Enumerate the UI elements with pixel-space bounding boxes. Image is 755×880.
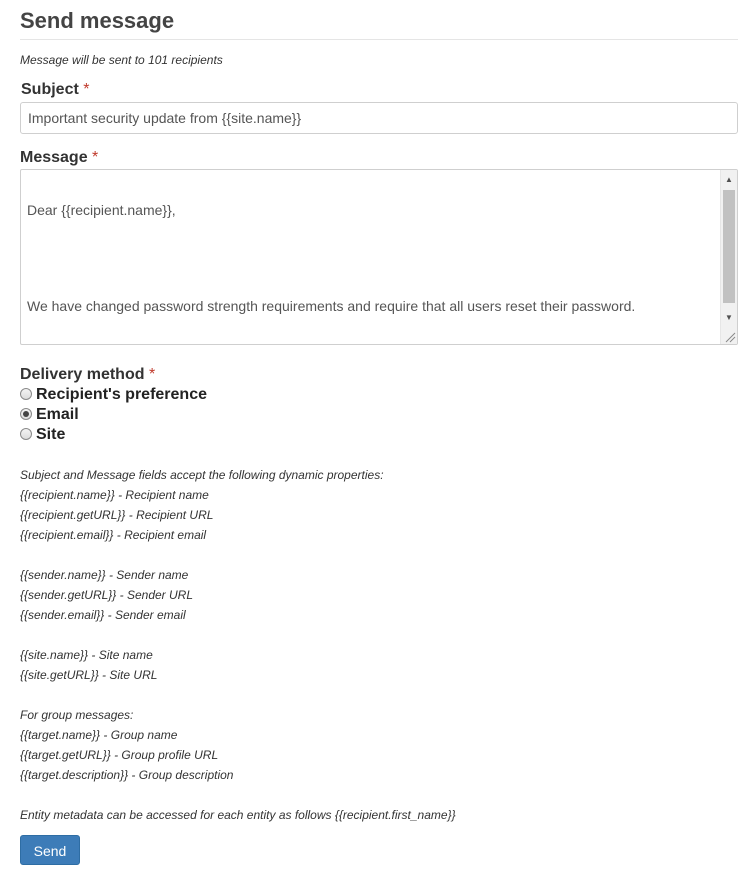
radio-label[interactable]: Recipient's preference	[36, 386, 207, 403]
scroll-thumb[interactable]	[723, 190, 735, 303]
help-line	[20, 625, 738, 645]
help-line: {{sender.getURL}} - Sender URL	[20, 588, 193, 602]
radio-recipients-preference[interactable]	[20, 385, 738, 405]
help-line	[20, 685, 738, 705]
subject-input[interactable]	[20, 102, 738, 134]
help-line: {{site.getURL}} - Site URL	[20, 668, 158, 682]
radio-email[interactable]	[20, 405, 738, 425]
radio-button[interactable]	[20, 388, 32, 400]
subject-label-text: Subject	[21, 81, 79, 98]
subject-label	[20, 80, 738, 100]
radio-label[interactable]: Email	[36, 406, 79, 423]
help-line: {{sender.name}} - Sender name	[20, 568, 189, 582]
radio-button-checked[interactable]	[20, 408, 32, 420]
help-line	[20, 785, 738, 805]
delivery-label-text: Delivery method	[20, 366, 145, 383]
message-textarea[interactable]	[20, 169, 738, 345]
required-mark: *	[83, 81, 90, 98]
scroll-down-arrow-icon[interactable]: ▼	[725, 313, 733, 322]
help-line: {{recipient.email}} - Recipient email	[20, 528, 207, 542]
dynamic-properties-help	[20, 465, 738, 825]
radio-label[interactable]: Site	[36, 426, 66, 443]
help-line: {{target.getURL}} - Group profile URL	[20, 748, 219, 762]
radio-site[interactable]	[20, 425, 738, 445]
page-title: Send message	[20, 0, 738, 40]
help-line	[20, 545, 738, 565]
delivery-method-label	[20, 365, 738, 385]
help-line: {{recipient.name}} - Recipient name	[20, 488, 209, 502]
message-label	[20, 148, 738, 168]
help-line: {{target.description}} - Group description	[20, 768, 234, 782]
message-line: Dear {{recipient.name}},	[27, 202, 176, 218]
required-mark: *	[148, 366, 156, 383]
send-button[interactable]: Send	[20, 835, 80, 865]
help-line: {{target.name}} - Group name	[20, 728, 178, 742]
message-scrollbar[interactable]	[720, 170, 737, 344]
help-line: {{recipient.getURL}} - Recipient URL	[20, 508, 214, 522]
radio-button[interactable]	[20, 428, 32, 440]
help-line: {{sender.email}} - Sender email	[20, 608, 186, 622]
message-text[interactable]	[21, 170, 719, 344]
message-line	[27, 250, 713, 266]
help-line: For group messages:	[20, 708, 134, 722]
required-mark: *	[92, 149, 99, 166]
message-line: We have changed password strength requirements and require that all users reset their password.	[27, 298, 636, 314]
resize-grip-icon[interactable]	[722, 329, 736, 343]
message-label-text: Message	[20, 149, 88, 166]
scroll-up-arrow-icon[interactable]: ▲	[725, 175, 733, 184]
help-line: Subject and Message fields accept the following dynamic properties:	[20, 468, 384, 482]
help-line: Entity metadata can be accessed for each entity as follows {{recipient.first_name}}	[20, 808, 456, 822]
recipients-note: Message will be sent to 101 recipients	[20, 53, 223, 67]
help-line: {{site.name}} - Site name	[20, 648, 153, 662]
